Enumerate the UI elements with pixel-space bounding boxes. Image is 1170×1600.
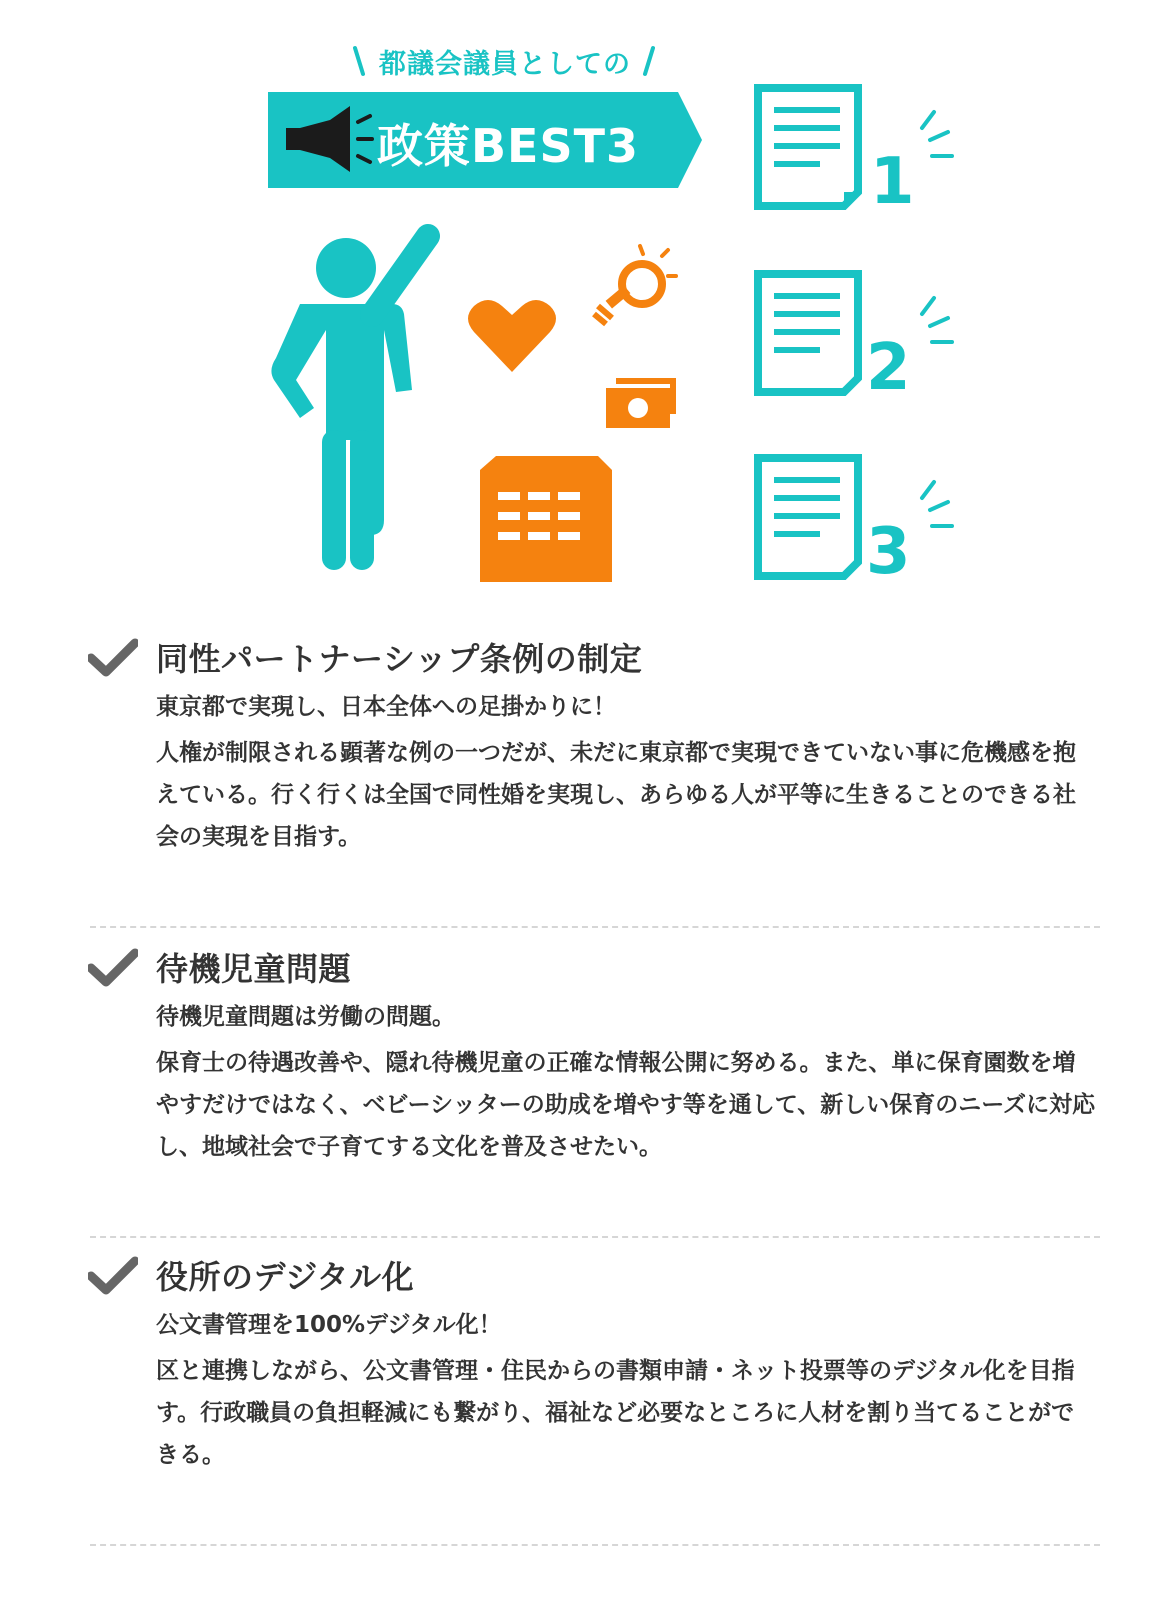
policy-subtitle: 東京都で実現し、日本全体への足掛かりに！: [156, 694, 616, 720]
person-icon: [271, 236, 428, 570]
doc-number-2: 2: [866, 331, 911, 405]
doc-number-1: 1: [870, 145, 915, 219]
policy-title: 待機児童問題: [156, 950, 352, 988]
check-icon: [88, 948, 138, 988]
divider: [90, 1544, 1100, 1546]
policy-subtitle: 公文書管理を100%デジタル化！: [156, 1312, 502, 1338]
policy-title: 役所のデジタル化: [156, 1258, 415, 1296]
policy-body: 区と連携しながら、公文書管理・住民からの書類申請・ネット投票等のデジタル化を目指す。行政職員の負担軽減にも繋がり、福祉など必要なところに人材を割り当てることができる。: [156, 1358, 1075, 1468]
doc-number-3: 3: [866, 515, 911, 589]
document-icon: [758, 458, 952, 576]
hero-art: [0, 0, 1170, 600]
policy-subtitle: 待機児童問題は労働の問題。: [156, 1004, 455, 1030]
policy-title: 同性パートナーシップ条例の制定: [156, 640, 643, 678]
hero-illustration: [0, 0, 1170, 600]
divider: [90, 926, 1100, 928]
lightbulb-icon: [594, 246, 676, 324]
money-icon: [606, 378, 676, 428]
check-icon: [88, 638, 138, 678]
building-icon: [480, 456, 612, 582]
check-icon: [88, 1256, 138, 1296]
heart-icon: [468, 300, 556, 372]
policy-body: 保育士の待遇改善や、隠れ待機児童の正確な情報公開に努める。また、単に保育園数を増やすだけではなく、ベビーシッターの助成を増やす等を通して、新しい保育のニーズに対応し、地域社会で子育てする文化を普及させたい。: [156, 1050, 1096, 1160]
policy-body: 人権が制限される顕著な例の一つだが、未だに東京都で実現できていない事に危機感を抱えている。行く行くは全国で同性婚を実現し、あらゆる人が平等に生きることのできる社会の実現を目指す。: [156, 740, 1076, 850]
banner-title: 政策BEST3: [377, 119, 639, 173]
document-icon: [758, 88, 952, 206]
document-icon: [758, 274, 952, 392]
kicker-text: 都議会議員としての: [379, 49, 631, 80]
divider: [90, 1236, 1100, 1238]
